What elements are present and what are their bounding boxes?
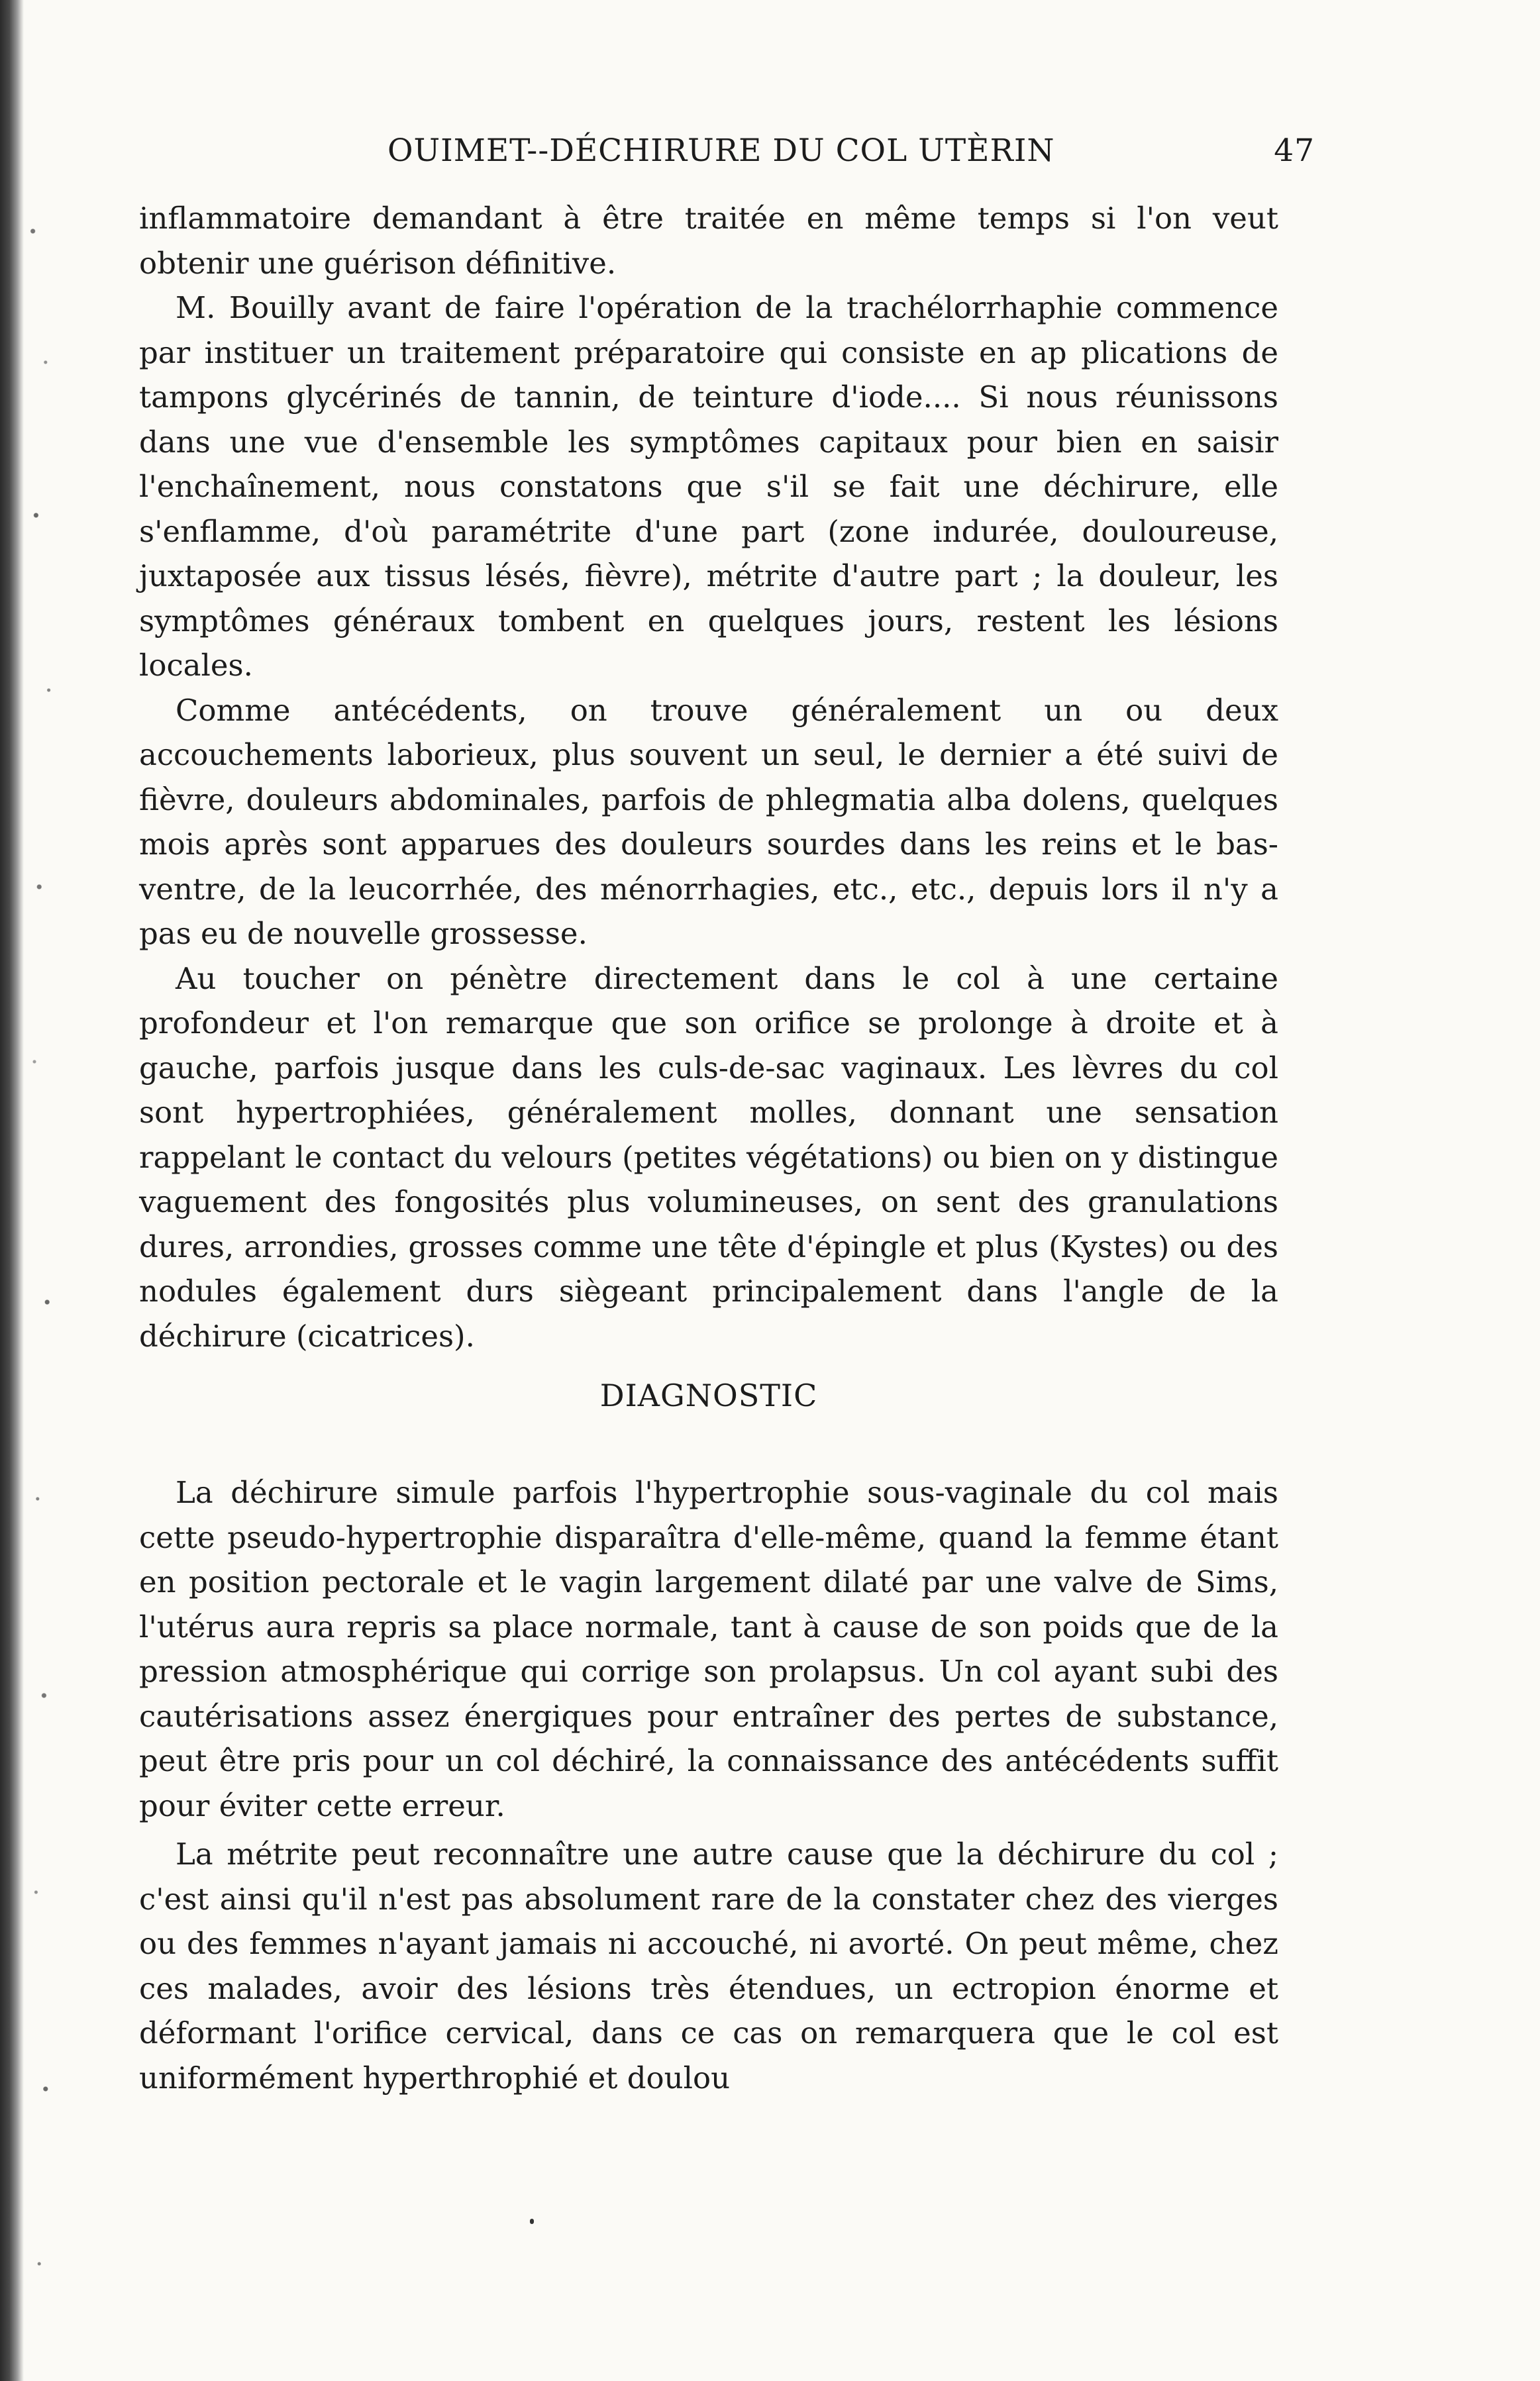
paragraph-3: Comme antécédents, on trouve généralement un ou deux accouchements laborieux, plus souvent un seul, le dernier a été suivi de fièvre, douleurs abdominales, parfois de phlegmatia alba dolens, quelques mois après sont apparues des douleurs sourdes dans les reins et le bas-ventre, de la leucorrhée, des ménorrhagies, etc., etc., depuis lors il n'y a pas eu de nouvelle grossesse. — [139, 692, 1278, 951]
running-title: OUIMET--DÉCHIRURE DU COL UTÈRIN — [387, 132, 1055, 169]
paragraph-1: inflammatoire demandant à être traitée en même temps si l'on veut obtenir une guérison définitive. — [139, 201, 1278, 281]
diagnostic-paragraph-2: La métrite peut reconnaître une autre cause que la déchirure du col ; c'est ainsi qu'il n'est pas absolument rare de la constater chez des vierges ou des femmes n'ayant jamais ni accouché, ni avorté. On peut même, chez ces malades, avoir des lésions très étendues, un ectropion énorme et déformant l'orifice cervical, dans ce cas on remarquera que le col est uniformément hyperthrophié et doulou — [139, 1837, 1278, 2096]
running-header — [387, 132, 1315, 179]
section-heading-diagnostic: DIAGNOSTIC — [599, 1378, 818, 1413]
diagnostic-text — [139, 1470, 1278, 2104]
body-text — [139, 196, 1278, 1358]
page-number: 47 — [1274, 132, 1315, 169]
stray-ink-mark — [530, 2219, 534, 2224]
paragraph-4: Au toucher on pénètre directement dans le col à une certaine profondeur et l'on remarque que son orifice se prolonge à droite et à gauche, parfois jusque dans les culs-de-sac vaginaux. Les lèvres du col sont hypertrophiées, généralement molles, donnant une sensation rappelant le contact du velours (petites végétations) ou bien on y distingue vaguement des fongosités plus volumineuses, on sent des granulations dures, arrondies, grosses comme une tête d'épingle et plus (Kystes) ou des nodules également durs siègeant principalement dans l'angle de la déchirure (cicatrices). — [139, 960, 1278, 1354]
scan-speckle-marks — [26, 166, 58, 2351]
page-binding-edge — [0, 0, 24, 2381]
diagnostic-paragraph-1: La déchirure simule parfois l'hypertrophie sous-vaginale du col mais cette pseudo-hypertrophie disparaîtra d'elle-même, quand la femme étant en position pectorale et le vagin largement dilaté par une valve de Sims, l'utérus aura repris sa place normale, tant à cause de son poids que de la pression atmosphérique qui corrige son prolapsus. Un col ayant subi des cautérisations assez énergiques pour entraîner des pertes de substance, peut être pris pour un col déchiré, la connaissance des antécédents suffit pour éviter cette erreur. — [139, 1475, 1278, 1823]
paragraph-2: M. Bouilly avant de faire l'opération de la trachélorrhaphie commence par instituer un traitement préparatoire qui consiste en ap plications de tampons glycérinés de tannin, de teinture d'iode.... Si nous réunissons dans une vue d'ensemble les symptômes capitaux pour bien en saisir l'enchaînement, nous constatons que s'il se fait une déchirure, elle s'enflamme, d'où paramétrite d'une part (zone indurée, douloureuse, juxtaposée aux tissus lésés, fièvre), métrite d'autre part ; la douleur, les symptômes généraux tombent en quelques jours, restent les lésions locales. — [139, 290, 1278, 683]
